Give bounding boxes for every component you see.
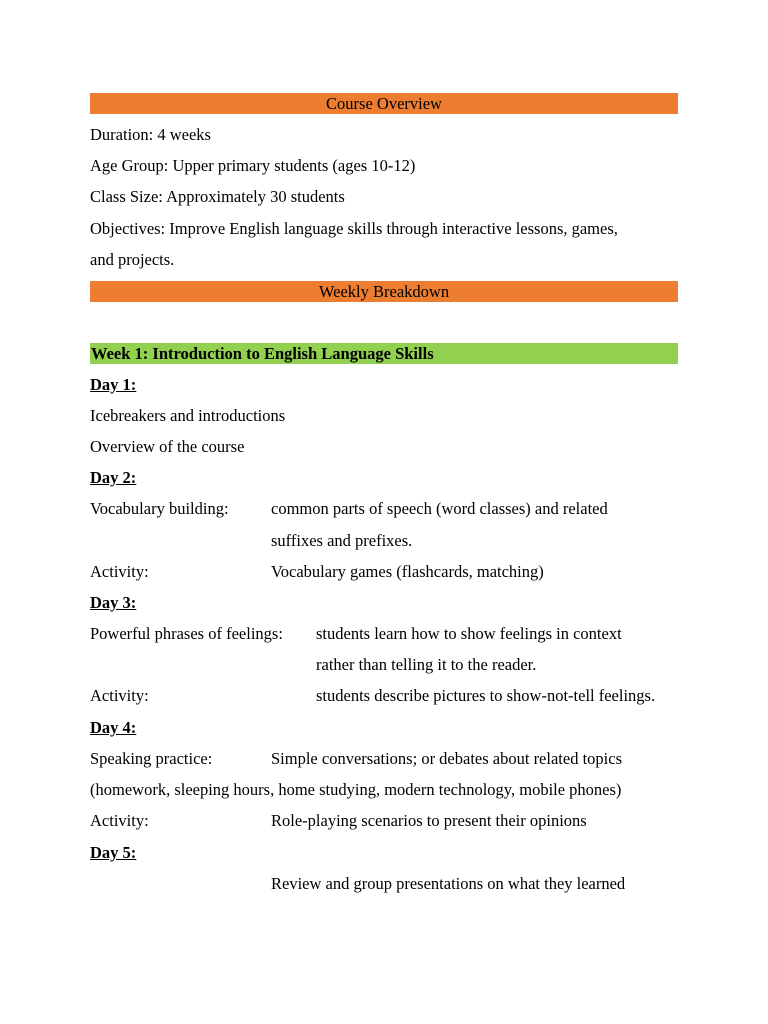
day-3-topic-line-1: students learn how to show feelings in context [316, 624, 622, 643]
class-size-line: Class Size: Approximately 30 students [90, 187, 345, 206]
day-3-activity-label: Activity: [90, 686, 149, 705]
day-5-label: Day 5: [90, 843, 137, 862]
age-group-line: Age Group: Upper primary students (ages 10-12) [90, 156, 416, 175]
day-4-topic-line-1: Simple conversations; or debates about related topics [271, 749, 622, 768]
week-1-heading: Week 1: Introduction to English Language Skills [90, 343, 678, 364]
day-4-label: Day 4: [90, 718, 137, 737]
day-2-label: Day 2: [90, 468, 137, 487]
day-2-topic-label: Vocabulary building: [90, 499, 229, 518]
day-4-activity-label: Activity: [90, 811, 149, 830]
day-3-activity-text: students describe pictures to show-not-tell feelings. [316, 686, 656, 705]
weekly-breakdown-heading: Weekly Breakdown [90, 281, 678, 302]
course-overview-heading: Course Overview [90, 93, 678, 114]
objectives-line-2: and projects. [90, 250, 175, 269]
day-4-topic-label: Speaking practice: [90, 749, 213, 768]
day-3-topic-line-2: rather than telling it to the reader. [316, 655, 537, 674]
day-3-topic-label: Powerful phrases of feelings: [90, 624, 283, 643]
day-2-activity-label: Activity: [90, 562, 149, 581]
objectives-line-1: Objectives: Improve English language skills through interactive lessons, games, [90, 219, 618, 238]
day-1-item: Overview of the course [90, 437, 245, 456]
day-1-label: Day 1: [90, 375, 137, 394]
day-5-text: Review and group presentations on what they learned [271, 874, 626, 893]
day-4-activity-text: Role-playing scenarios to present their opinions [271, 811, 587, 830]
day-2-topic-line-1: common parts of speech (word classes) and related [271, 499, 608, 518]
day-2-activity-text: Vocabulary games (flashcards, matching) [271, 562, 544, 581]
day-4-topic-line-2: (homework, sleeping hours, home studying, modern technology, mobile phones) [90, 780, 622, 799]
day-1-item: Icebreakers and introductions [90, 406, 286, 425]
duration-line: Duration: 4 weeks [90, 125, 211, 144]
day-3-label: Day 3: [90, 593, 137, 612]
day-2-topic-line-2: suffixes and prefixes. [271, 531, 413, 550]
